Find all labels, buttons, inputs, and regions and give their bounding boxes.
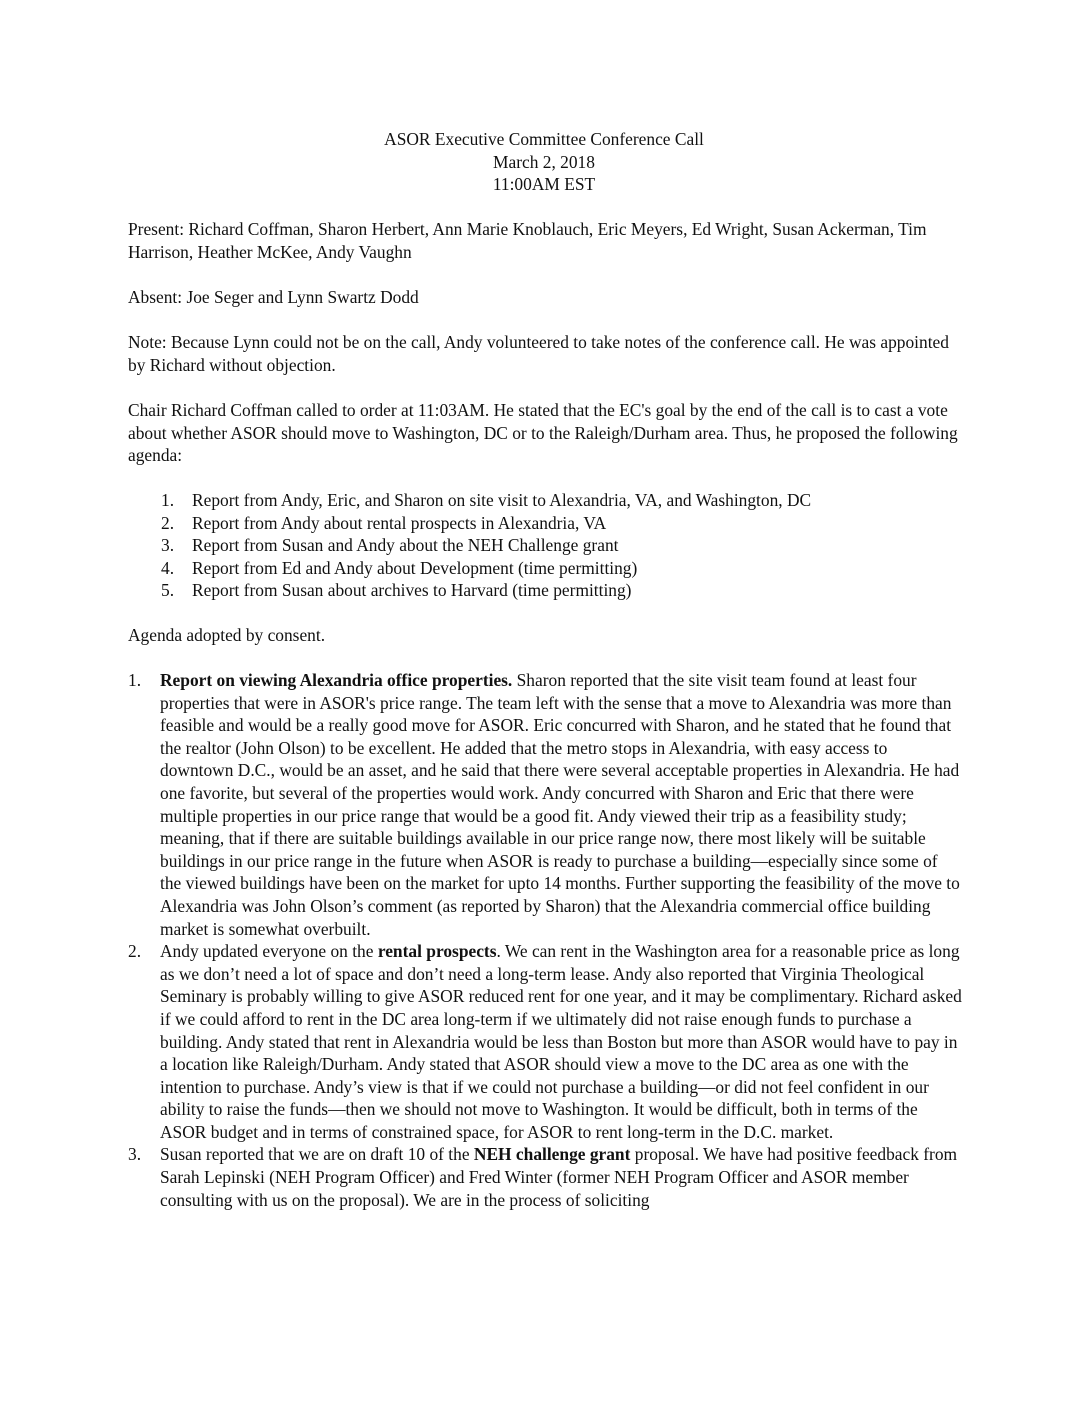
minutes-item-text-start: Susan reported that we are on draft 10 of the bbox=[160, 1144, 474, 1165]
agenda-item-text: Report from Susan about archives to Harvard (time permitting) bbox=[192, 580, 632, 601]
minutes-item-text-end: . We can rent in the Washington area for a reasonable price as long as we don’t need a lot of space and don’t need a long-term lease. Andy also reported that Virginia Theological Seminary is probably willing to give ASOR reduced rent for one year, and it may be complimentary. Richard asked if we could afford to rent in the DC area long-term if we ultimately did not raise enough funds to purchase a building. Andy stated that rent in Alexandria would be less than Boston but more than ASOR would have to pay in a location like Raleigh/Durham. Andy stated that ASOR should view a move to the DC area as one with the intention to purchase. Andy’s view is that if we could not purchase a building—or did not feel confident in our ability to raise the funds—then we should not move to Washington. It would be difficult, both in terms of the ASOR budget and in terms of constrained space, for ASOR to rent long-term in the D.C. market. bbox=[160, 941, 962, 1142]
minutes-item-text-start: Andy updated everyone on the bbox=[160, 941, 378, 962]
minutes-item-number: 1. bbox=[128, 670, 142, 690]
agenda-item bbox=[128, 534, 960, 557]
minutes-item-number: 2. bbox=[128, 941, 142, 962]
minutes-item-heading: Report on viewing Alexandria office properties. bbox=[160, 670, 513, 690]
agenda-item-number: 2. bbox=[161, 512, 175, 533]
agenda-item-text: Report from Andy, Eric, and Sharon on site visit to Alexandria, VA, and Washington, DC bbox=[192, 490, 812, 510]
minutes-item-text: Sharon reported that the site visit team found at least four properties that were in ASOR's price range. The team left with the sense that a move to Alexandria was more than feasible and would be a really good move for ASOR. Eric concurred with Sharon, and he stated that he found that the realtor (John Olson) to be excellent. He added that the metro stops in Alexandria, with easy access to downtown D.C., would be an asset, and he said that there were several acceptable properties in Alexandria. He had one favorite, but several of the properties would work. Andy concurred with Sharon and Eric that there were multiple properties in our price range that would be a good fit. Andy viewed their trip as a feasibility study; meaning, that if there are suitable buildings available in our price range now, there most likely will be suitable buildings in our price range in the future when ASOR is ready to purchase a building—especially since some of the viewed buildings have been on the market for upto 14 months. Further supporting the feasibility of the move to Alexandria was John Olson’s comment (as reported by Sharon) that the Alexandria commercial office building market is somewhat overbuilt. bbox=[160, 670, 960, 939]
agenda-item bbox=[128, 579, 960, 602]
agenda-item bbox=[128, 512, 960, 535]
agenda-adopted-paragraph: Agenda adopted by consent. bbox=[128, 625, 326, 645]
agenda-item-text: Report from Ed and Andy about Development (time permitting) bbox=[192, 557, 638, 578]
meeting-date: March 2, 2018 bbox=[493, 151, 595, 172]
call-to-order-paragraph: Chair Richard Coffman called to order at 11:03AM. He stated that the EC's goal by the end of the call is to cast a vote about whether ASOR should move to Washington, DC or to the Raleigh/Durham area. Thus, he proposed the following agenda: bbox=[128, 400, 958, 466]
agenda-list bbox=[128, 489, 960, 602]
agenda-item bbox=[128, 489, 960, 512]
document-title: ASOR Executive Committee Conference Call bbox=[384, 129, 704, 149]
absent-paragraph: Absent: Joe Seger and Lynn Swartz Dodd bbox=[128, 287, 419, 307]
present-paragraph: Present: Richard Coffman, Sharon Herbert, Ann Marie Knoblauch, Eric Meyers, Ed Wright, Susan Ackerman, Tim Harrison, Heather McKee, Andy Vaughn bbox=[128, 219, 927, 262]
note-paragraph: Note: Because Lynn could not be on the call, Andy volunteered to take notes of the conference call. He was appointed by Richard without objection. bbox=[128, 332, 949, 375]
agenda-item-number: 4. bbox=[161, 557, 175, 578]
minutes-item-text-end: proposal. We have had positive feedback from Sarah Lepinski (NEH Program Officer) and Fred Winter (former NEH Program Officer and ASOR member consulting with us on the proposal). We are in the process of soliciting bbox=[160, 1144, 958, 1210]
document-header bbox=[0, 128, 1088, 196]
agenda-item-text: Report from Andy about rental prospects in Alexandria, VA bbox=[192, 512, 607, 533]
agenda-item bbox=[128, 557, 960, 580]
agenda-item-number: 5. bbox=[161, 580, 175, 601]
minutes-item bbox=[128, 940, 962, 1143]
minutes-item-heading: NEH challenge grant bbox=[473, 1144, 631, 1165]
minutes-item bbox=[128, 1143, 962, 1211]
meeting-time: 11:00AM EST bbox=[492, 174, 596, 195]
minutes-item-heading: rental prospects bbox=[377, 941, 497, 962]
agenda-item-number: 3. bbox=[161, 535, 175, 556]
agenda-item-text: Report from Susan and Andy about the NEH Challenge grant bbox=[192, 535, 619, 556]
minutes-item bbox=[128, 669, 962, 940]
minutes-items-list bbox=[128, 669, 962, 1211]
minutes-item-number: 3. bbox=[128, 1144, 142, 1165]
agenda-item-number: 1. bbox=[161, 490, 175, 510]
